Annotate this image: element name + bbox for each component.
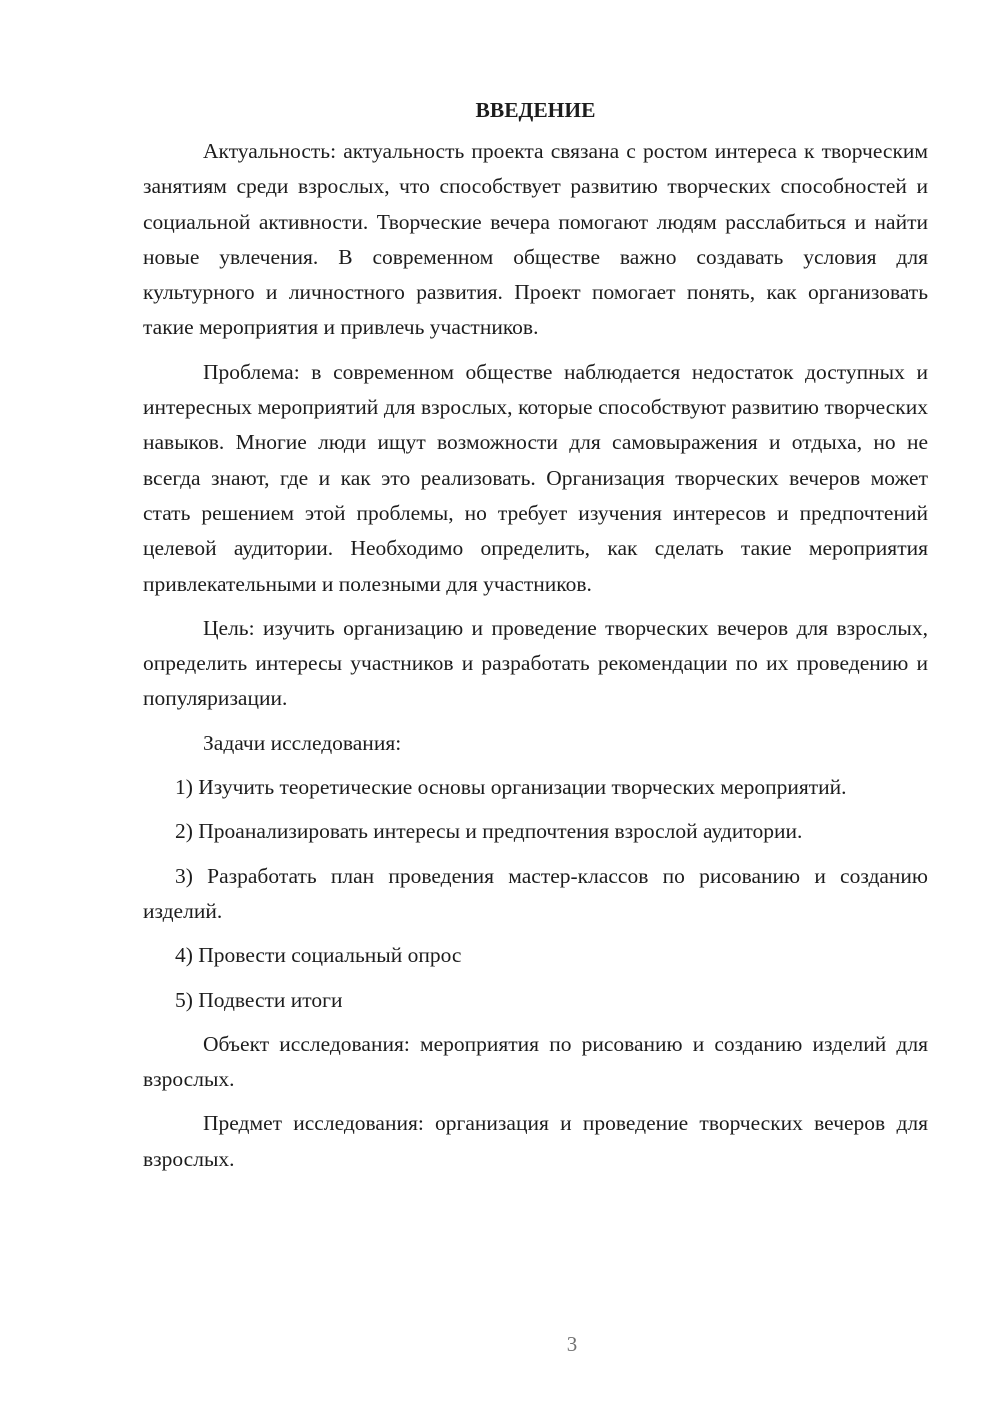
page-content xyxy=(143,90,928,1186)
paragraph-problem: Проблема: в современном обществе наблюдается недостаток доступных и интересных мероприятий для взрослых, которые способствуют развитию творческих навыков. Многие люди ищут возможности для самовыражения и отдыха, но не всегда знают, где и как это реализовать. Организация творческих вечеров может стать решением этой проблемы, но требует изучения интересов и предпочтений целевой аудитории. Необходимо определить, как сделать такие мероприятия привлекательными и полезными для участников. xyxy=(143,359,928,596)
task-item-3: 3) Разработать план проведения мастер-классов по рисованию и созданию изделий. xyxy=(143,863,928,923)
paragraph-tasks-heading: Задачи исследования: xyxy=(203,730,402,755)
paragraph-subject: Предмет исследования: организация и проведение творческих вечеров для взрослых. xyxy=(143,1111,928,1171)
task-item-1: 1) Изучить теоретические основы организации творческих мероприятий. xyxy=(175,775,847,800)
task-item-4: 4) Провести социальный опрос xyxy=(175,943,462,968)
paragraph-goal: Цель: изучить организацию и проведение творческих вечеров для взрослых, определить интересы участников и разработать рекомендации по их проведению и популяризации. xyxy=(143,615,928,711)
task-item-2: 2) Проанализировать интересы и предпочтения взрослой аудитории. xyxy=(175,819,803,844)
paragraph-relevance: Актуальность: актуальность проекта связана с ростом интереса к творческим занятиям среди взрослых, что способствует развитию творческих способностей и социальной активности. Творческие вечера помогают людям расслабиться и найти новые увлечения. В современном обществе важно создавать условия для культурного и личностного развития. Проект помогает понять, как организовать такие мероприятия и привлечь участников. xyxy=(143,139,928,340)
paragraph-object: Объект исследования: мероприятия по рисованию и созданию изделий для взрослых. xyxy=(143,1031,928,1092)
page-title: ВВЕДЕНИЕ xyxy=(475,98,596,122)
page-number: 3 xyxy=(566,1332,578,1356)
task-item-5: 5) Подвести итоги xyxy=(175,987,343,1012)
